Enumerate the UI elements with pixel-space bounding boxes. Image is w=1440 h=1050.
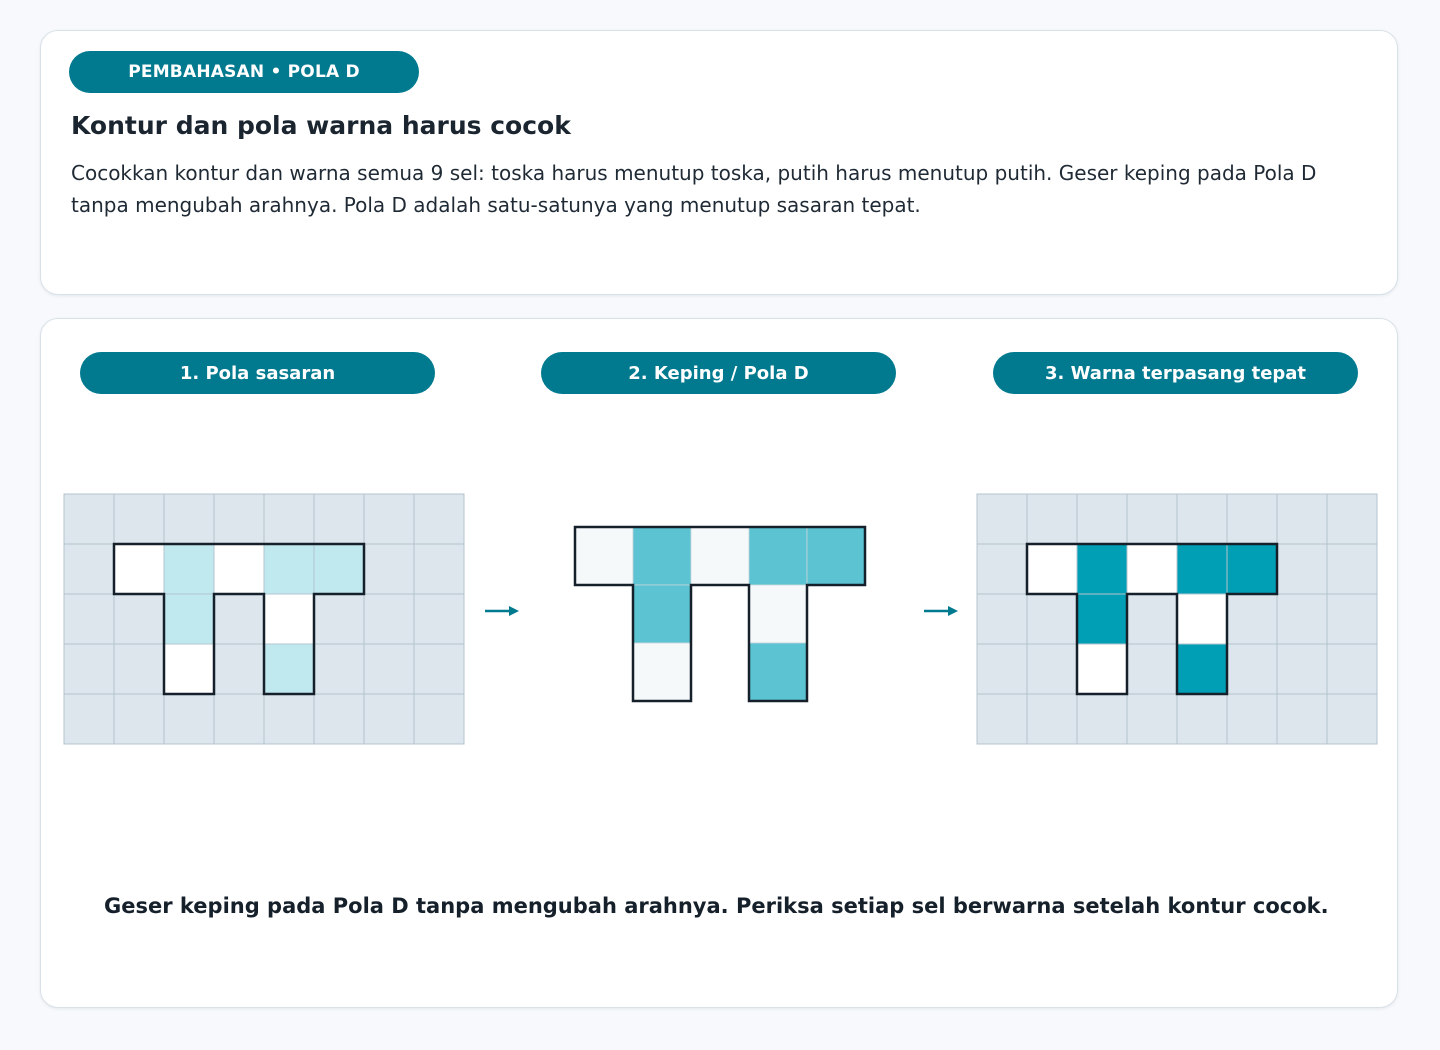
target-cell-teal [164,544,214,594]
arrow-right-icon [922,601,962,621]
target-cell-teal [264,644,314,694]
step-label-result: 3. Warna terpasang tepat [993,352,1358,394]
piece-cell-teal [749,643,807,701]
piece-cell-white [749,585,807,643]
target-cell-white [214,544,264,594]
result-cell-teal [1077,594,1127,644]
piece-cell-teal [633,527,691,585]
diagram-card [40,318,1398,1008]
target-cell-teal [314,544,364,594]
target-cell-white [164,644,214,694]
result-cell-white [1177,594,1227,644]
target-cell-teal [164,594,214,644]
explanation-card [40,30,1398,295]
instruction-note: Geser keping pada Pola D tanpa mengubah arahnya. Periksa setiap sel berwarna setelah kontur cocok. [104,894,1329,918]
piece-pattern-d [573,525,869,705]
step-label-target: 1. Pola sasaran [80,352,435,394]
explanation-title: Kontur dan pola warna harus cocok [71,111,571,140]
result-cell-teal [1177,544,1227,594]
result-cell-teal [1177,644,1227,694]
step-label-piece: 2. Keping / Pola D [541,352,896,394]
result-cell-teal [1227,544,1277,594]
piece-cell-white [633,643,691,701]
piece-cell-teal [633,585,691,643]
piece-cell-teal [749,527,807,585]
target-cell-white [114,544,164,594]
explanation-text: Cocokkan kontur dan warna semua 9 sel: toska harus menutup toska, putih harus menutup putih. Geser keping pada Pola D tanpa mengubah arahnya. Pola D adalah satu-satunya yang menutup sasaran tepat. [71,161,1317,217]
section-tag: PEMBAHASAN • POLA D [69,51,419,93]
result-cell-white [1027,544,1077,594]
piece-cell-teal [807,527,865,585]
target-pattern-grid [63,493,465,745]
result-cell-white [1127,544,1177,594]
target-cell-white [264,594,314,644]
piece-cell-white [575,527,633,585]
piece-cell-white [691,527,749,585]
result-pattern-grid [976,493,1378,745]
result-cell-white [1077,644,1127,694]
target-cell-teal [264,544,314,594]
arrow-right-icon [483,601,523,621]
result-cell-teal [1077,544,1127,594]
